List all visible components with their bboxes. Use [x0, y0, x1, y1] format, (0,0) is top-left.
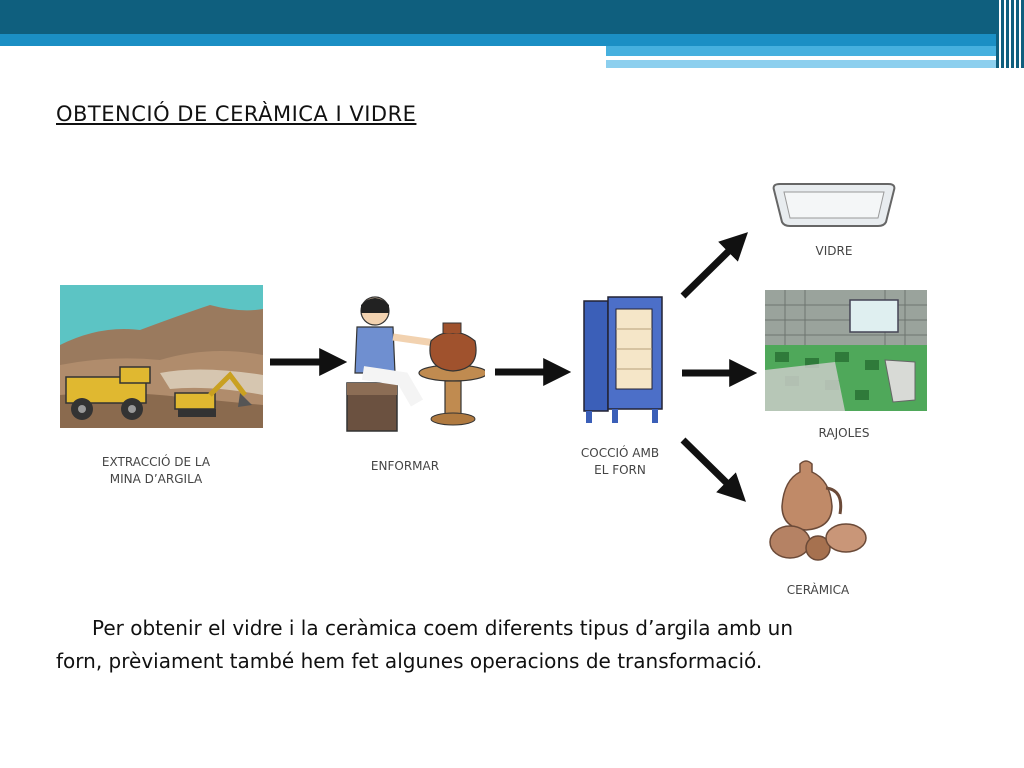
step-label-extraction-line2: MINA D’ARGILA	[109, 472, 203, 486]
slide-caption	[56, 612, 956, 678]
product-label-tiles: RAJOLES	[818, 426, 870, 440]
caption-line-1: Per obtenir el vidre i la ceràmica coem diferents tipus d’argila amb un	[92, 616, 794, 640]
arrow-firing-to-ceramics	[683, 440, 738, 494]
step-label-firing	[555, 445, 685, 479]
step-label-extraction-line1: EXTRACCIÓ DE LA	[101, 455, 211, 469]
product-label-glass: VIDRE	[815, 244, 853, 258]
step-label-extraction	[72, 454, 240, 488]
arrow-firing-to-glass	[683, 240, 740, 296]
product-label-ceramics: CERÀMICA	[786, 583, 850, 597]
step-label-firing-line1: COCCIÓ AMB	[580, 446, 660, 460]
step-label-firing-line2: EL FORN	[594, 463, 646, 477]
slide-title: OBTENCIÓ DE CERÀMICA I VIDRE	[56, 102, 417, 126]
step-label-shaping: ENFORMAR	[370, 459, 440, 473]
caption-line-2: forn, prèviament també hem fet algunes operacions de transformació.	[56, 649, 763, 673]
